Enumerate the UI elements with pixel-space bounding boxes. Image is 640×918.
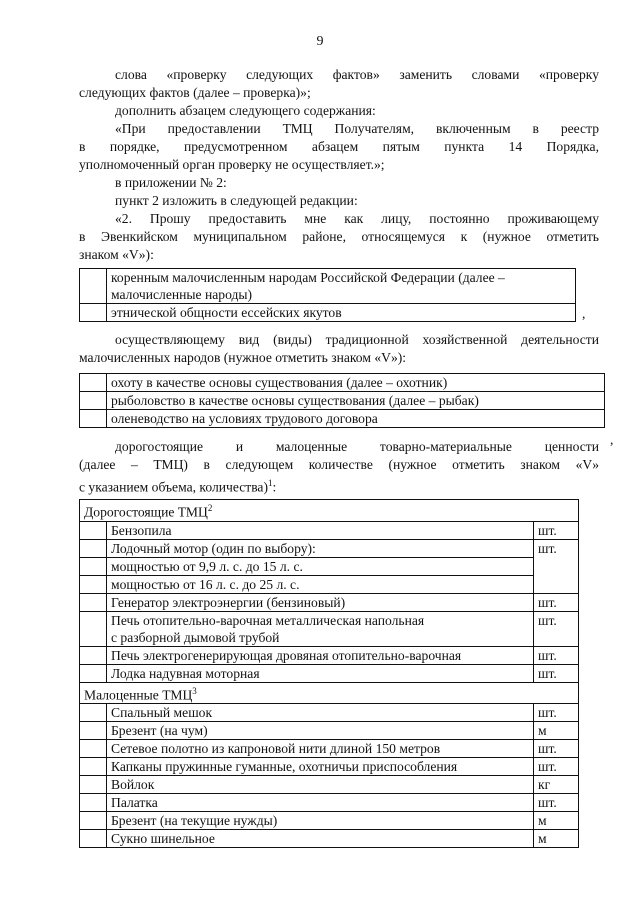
paragraph-line: осуществляющему вид (виды) традиционной хозяйственной деятельности [115,332,599,347]
paragraph-line: в Эвенкийском муниципальном районе, относящемуся к (нужное отметить [79,229,599,244]
table-row [80,646,579,664]
paragraph-line: с указанием объема, количества)$^1$: [79,478,277,495]
item-unit: м [534,722,579,740]
paragraph-line: уполномоченный орган проверку не осуществляет.»; [79,157,385,172]
trailing-comma: , [610,432,614,447]
table-row [80,812,579,830]
group-option-small-peoples-cont: малочисленные народы) [107,286,576,304]
table-row [80,664,579,682]
page-number: 9 [316,34,324,49]
footnote-mark: 1 [268,478,273,488]
checkbox-cell[interactable] [80,392,107,410]
item-unit: кг [534,776,579,794]
item-unit: шт. [534,593,579,611]
table-row [80,740,579,758]
checkbox-cell[interactable] [80,611,107,646]
checkbox-cell[interactable] [80,269,107,304]
item-name: Капканы пружинные гуманные, охотничьи приспособления [107,758,534,776]
table-row [80,539,579,557]
paragraph-line: «При предоставлении ТМЦ Получателям, включенным в реестр [115,121,599,136]
item-unit: шт. [534,758,579,776]
item-unit: шт. [534,664,579,682]
paragraph-line: «2. Прошу предоставить мне как лицу, постоянно проживающему [115,211,599,226]
table-row [80,521,579,539]
item-option: мощностью от 9,9 л. с. до 15 л. с. [107,557,534,575]
checkbox-cell[interactable] [80,704,107,722]
table-row [80,776,579,794]
checkbox-cell[interactable] [80,722,107,740]
checkbox-cell[interactable] [80,304,107,322]
checkbox-cell[interactable] [80,664,107,682]
paragraph-line: малочисленных народов (нужное отметить знаком «V»): [79,350,407,365]
group-option-small-peoples: коренным малочисленным народам Российской Федерации (далее – [107,269,576,287]
paragraph-line: (далее – ТМЦ) в следующем количестве (нужное отметить знаком «V» [79,457,599,472]
item-unit: шт. [534,521,579,539]
item-name: Печь электрогенерирующая дровяная отопительно-варочная [107,646,534,664]
paragraph-line: дорогостоящие и малоценные товарно-материальные ценности [115,439,599,454]
paragraph-line: слова «проверку следующих фактов» заменить словами «проверку [115,67,599,82]
item-name: Сетевое полотно из капроновой нити длиной 150 метров [107,740,534,758]
item-name: Войлок [107,776,534,794]
checkbox-cell[interactable] [80,794,107,812]
activity-table [79,373,605,428]
item-name: Лодка надувная моторная [107,664,534,682]
item-unit: шт. [534,611,579,646]
checkbox-cell[interactable] [80,758,107,776]
checkbox-cell[interactable] [80,830,107,848]
checkbox-cell[interactable] [80,521,107,539]
item-name: Печь отопительно-варочная металлическая напольная с разборной дымовой трубой [107,611,534,646]
table-row [80,794,579,812]
paragraph-line: следующих фактов (далее – проверка)»; [79,85,311,100]
item-unit: шт. [534,740,579,758]
paragraph-line: пункт 2 изложить в следующей редакции: [115,193,358,208]
trailing-comma: , [582,306,586,321]
activity-reindeer: оленеводство на условиях трудового договора [107,410,605,428]
item-unit: шт. [534,794,579,812]
item-unit: шт. [534,539,579,593]
table-row [80,575,579,593]
table-row [80,611,579,646]
activity-fishing: рыболовство в качестве основы существования (далее – рыбак) [107,392,605,410]
item-unit: м [534,812,579,830]
activity-hunting: охоту в качестве основы существования (далее – охотник) [107,374,605,392]
checkbox-cell[interactable] [80,812,107,830]
item-name: Сукно шинельное [107,830,534,848]
checkbox-cell[interactable] [80,374,107,392]
item-name: Спальный мешок [107,704,534,722]
item-option: мощностью от 16 л. с. до 25 л. с. [107,575,534,593]
table-row [80,557,579,575]
group-table [79,268,576,322]
checkbox-cell[interactable] [80,646,107,664]
paragraph-line: дополнить абзацем следующего содержания: [115,103,376,118]
checkbox-cell[interactable] [80,575,107,593]
tmc-table [79,499,579,848]
group-option-yakuts: этнической общности ессейских якутов [107,304,576,322]
table-row [80,758,579,776]
item-unit: шт. [534,704,579,722]
paragraph-line: в порядке, предусмотренном абзацем пятым пункта 14 Порядка, [79,139,599,154]
item-name: Брезент (на чум) [107,722,534,740]
cheap-header: Малоценные ТМЦ$^3$ [80,682,579,704]
checkbox-cell[interactable] [80,740,107,758]
item-name: Генератор электроэнергии (бензиновый) [107,593,534,611]
item-unit: шт. [534,646,579,664]
item-unit: м [534,830,579,848]
expensive-header: Дорогостоящие ТМЦ$^2$ [80,500,579,522]
item-name: Бензопила [107,521,534,539]
checkbox-cell[interactable] [80,593,107,611]
table-row [80,830,579,848]
checkbox-cell[interactable] [80,776,107,794]
item-name: Брезент (на текущие нужды) [107,812,534,830]
checkbox-cell[interactable] [80,410,107,428]
item-name: Лодочный мотор (один по выбору): [107,539,534,557]
paragraph-line: в приложении № 2: [115,175,227,190]
paragraph-line: знаком «V»): [79,247,154,262]
checkbox-cell[interactable] [80,557,107,575]
table-row [80,593,579,611]
table-row [80,722,579,740]
item-name: Палатка [107,794,534,812]
table-row [80,704,579,722]
checkbox-cell[interactable] [80,539,107,557]
